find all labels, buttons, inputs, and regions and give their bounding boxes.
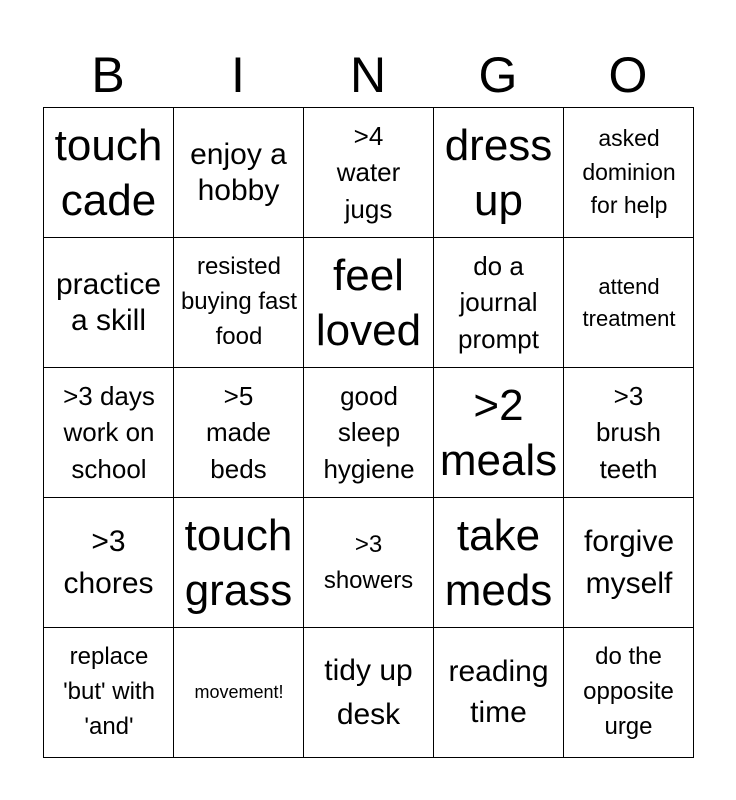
cell-text: >3 showers bbox=[323, 530, 414, 594]
bingo-cell[interactable] bbox=[434, 238, 564, 368]
cell-text: feel loved bbox=[315, 250, 422, 355]
cell-text: resisted buying fast food bbox=[180, 253, 298, 350]
header-letter-o: O bbox=[608, 47, 648, 103]
bingo-cell[interactable] bbox=[434, 108, 564, 238]
cell-text: good sleep hygiene bbox=[323, 380, 415, 484]
cell-text: >2 meals bbox=[439, 380, 558, 485]
bingo-cell[interactable] bbox=[44, 238, 174, 368]
bingo-row bbox=[44, 238, 694, 368]
bingo-cell[interactable] bbox=[434, 368, 564, 498]
cell-text: movement! bbox=[194, 681, 284, 702]
cell-text: touch grass bbox=[184, 510, 293, 615]
bingo-cell[interactable] bbox=[44, 628, 174, 758]
bingo-cell[interactable] bbox=[564, 628, 694, 758]
cell-text: reading time bbox=[448, 655, 549, 729]
bingo-card bbox=[43, 107, 694, 758]
cell-text: practice a skill bbox=[55, 267, 162, 337]
bingo-cell[interactable] bbox=[304, 368, 434, 498]
bingo-cell[interactable] bbox=[304, 628, 434, 758]
header-letter-b: B bbox=[91, 47, 125, 103]
cell-text: attend treatment bbox=[582, 273, 676, 331]
bingo-cell[interactable] bbox=[44, 108, 174, 238]
cell-text: >3 brush teeth bbox=[595, 380, 662, 484]
cell-text: tidy up desk bbox=[324, 654, 413, 731]
cell-text: do a journal prompt bbox=[458, 250, 539, 354]
bingo-row bbox=[44, 628, 694, 758]
bingo-cell[interactable] bbox=[304, 108, 434, 238]
bingo-cell[interactable] bbox=[44, 368, 174, 498]
cell-text: >3 days work on school bbox=[63, 380, 155, 484]
bingo-cell[interactable] bbox=[174, 238, 304, 368]
bingo-cell[interactable] bbox=[564, 498, 694, 628]
cell-text: >5 made beds bbox=[205, 380, 272, 484]
header-letter-n: N bbox=[349, 47, 387, 103]
bingo-row bbox=[44, 108, 694, 238]
bingo-cell[interactable] bbox=[304, 238, 434, 368]
bingo-row bbox=[44, 368, 694, 498]
header-letter-g: G bbox=[478, 47, 518, 103]
bingo-cell[interactable] bbox=[564, 108, 694, 238]
cell-text: enjoy a hobby bbox=[190, 137, 287, 207]
cell-text: dress up bbox=[444, 120, 553, 225]
bingo-cell[interactable] bbox=[174, 498, 304, 628]
bingo-cell[interactable] bbox=[174, 368, 304, 498]
bingo-cell[interactable] bbox=[564, 368, 694, 498]
bingo-cell[interactable] bbox=[174, 628, 304, 758]
bingo-cell[interactable] bbox=[434, 628, 564, 758]
bingo-cell[interactable] bbox=[564, 238, 694, 368]
cell-text: >4 water jugs bbox=[336, 120, 401, 224]
header-letter-i: I bbox=[231, 47, 245, 103]
bingo-cell[interactable] bbox=[44, 498, 174, 628]
cell-text: take meds bbox=[444, 510, 553, 615]
bingo-header bbox=[43, 42, 693, 108]
bingo-cell[interactable] bbox=[434, 498, 564, 628]
bingo-row bbox=[44, 498, 694, 628]
cell-text: forgive myself bbox=[583, 524, 675, 600]
cell-text: replace 'but' with 'and' bbox=[63, 643, 155, 740]
bingo-cell[interactable] bbox=[304, 498, 434, 628]
cell-text: touch cade bbox=[54, 120, 163, 225]
bingo-cell[interactable] bbox=[174, 108, 304, 238]
cell-text: asked dominion for help bbox=[582, 125, 676, 219]
cell-text: do the opposite urge bbox=[583, 643, 674, 740]
cell-text: >3 chores bbox=[63, 524, 154, 600]
